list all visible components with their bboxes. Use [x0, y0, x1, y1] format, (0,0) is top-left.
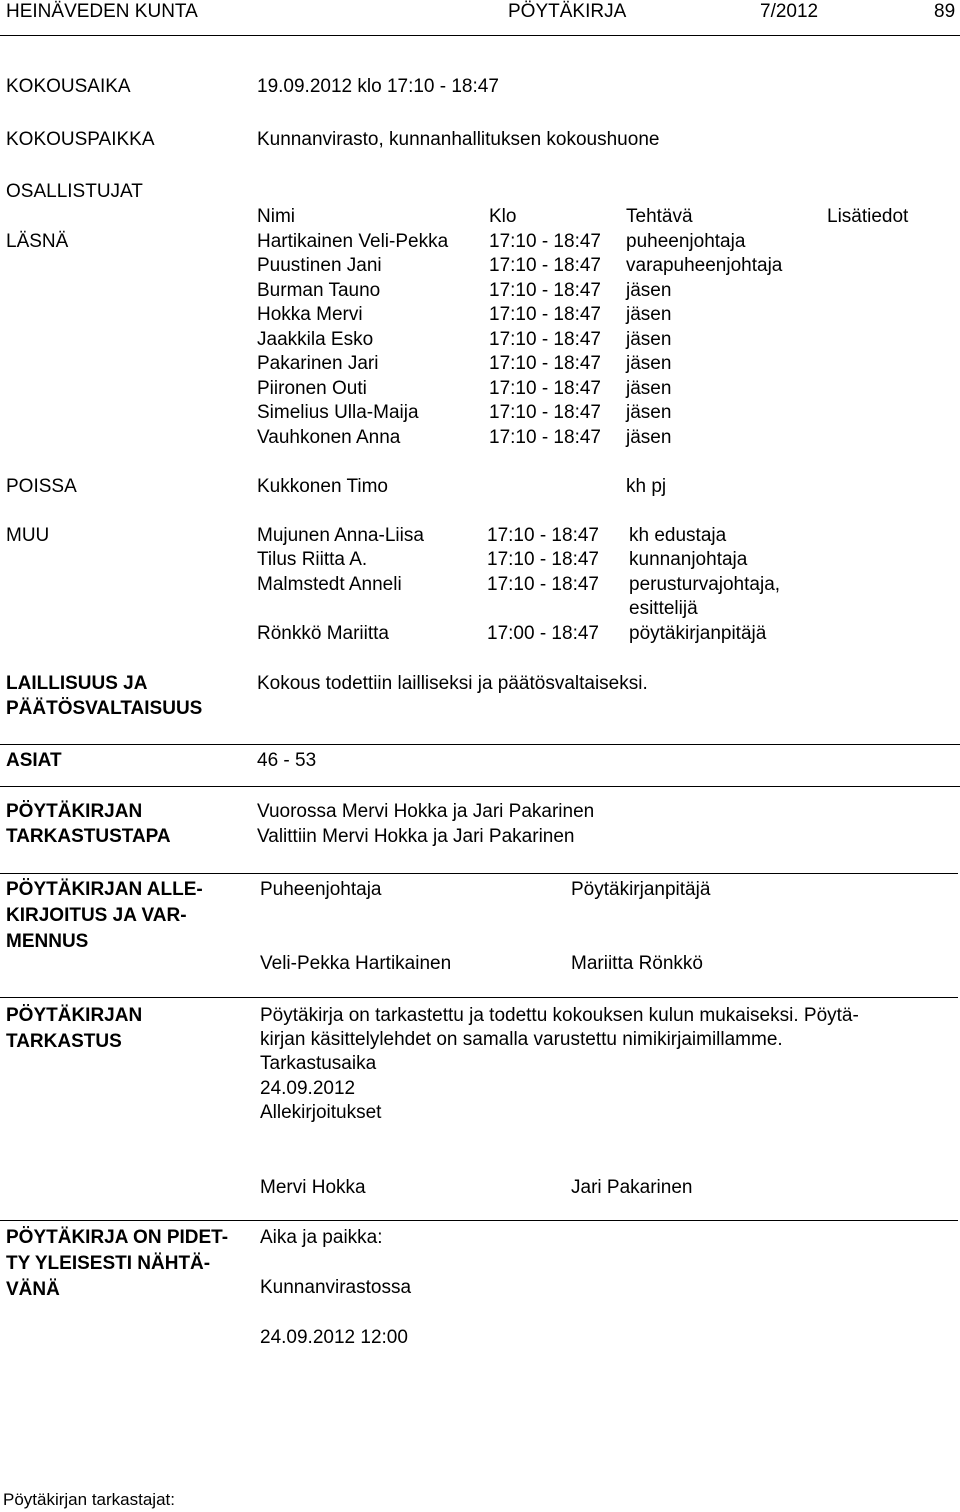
- header-page-number: 89: [934, 1, 956, 22]
- participant-time: 17:10 - 18:47: [487, 549, 599, 570]
- participant-name: Mujunen Anna-Liisa: [257, 525, 424, 546]
- public-place-label: Aika ja paikka:: [260, 1227, 383, 1248]
- participant-name: Malmstedt Anneli: [257, 574, 402, 595]
- section-divider: [0, 997, 958, 998]
- participant-role: kh edustaja: [629, 525, 727, 546]
- participant-role: jäsen: [626, 353, 672, 374]
- participant-time: 17:10 - 18:47: [489, 255, 601, 276]
- participant-role: jäsen: [626, 280, 672, 301]
- participant-name: Vauhkonen Anna: [257, 427, 401, 448]
- secretary-title: Pöytäkirjanpitäjä: [571, 879, 711, 900]
- participant-time: 17:10 - 18:47: [489, 402, 601, 423]
- review-label-line1: PÖYTÄKIRJAN: [6, 1005, 143, 1026]
- participant-name: Tilus Riitta A.: [257, 549, 368, 570]
- other-label: MUU: [6, 525, 50, 546]
- section-divider: [0, 1220, 958, 1221]
- col-header-name: Nimi: [257, 206, 295, 227]
- participant-role: perusturvajohtaja,: [629, 574, 781, 595]
- col-header-info: Lisätiedot: [827, 206, 909, 227]
- participant-name: Hartikainen Veli-Pekka: [257, 231, 449, 252]
- participant-name: Rönkkö Mariitta: [257, 623, 389, 644]
- participant-role: jäsen: [626, 304, 672, 325]
- section-divider: [0, 786, 960, 787]
- col-header-role: Tehtävä: [626, 206, 693, 227]
- footer-reviewers-label: Pöytäkirjan tarkastajat:: [3, 1490, 175, 1509]
- participant-role: varapuheenjohtaja: [626, 255, 783, 276]
- participant-time: 17:10 - 18:47: [489, 280, 601, 301]
- meeting-time-value: 19.09.2012 klo 17:10 - 18:47: [257, 76, 499, 97]
- participant-name: Hokka Mervi: [257, 304, 363, 325]
- participant-time: 17:00 - 18:47: [487, 623, 599, 644]
- legality-text: Kokous todettiin lailliseksi ja päätösvaltaiseksi.: [257, 673, 648, 694]
- legality-label-line1: LAILLISUUS JA: [6, 673, 148, 694]
- header-divider: [0, 35, 960, 36]
- meeting-time-label: KOKOUSAIKA: [6, 76, 131, 97]
- participant-name: Jaakkila Esko: [257, 329, 374, 350]
- review-method-line2: Valittiin Mervi Hokka ja Jari Pakarinen: [257, 826, 575, 847]
- public-label-line2: TY YLEISESTI NÄHTÄ-: [6, 1253, 211, 1274]
- participant-time: 17:10 - 18:47: [489, 427, 601, 448]
- participant-name: Piironen Outi: [257, 378, 367, 399]
- review-date: 24.09.2012: [260, 1078, 356, 1099]
- participant-time: 17:10 - 18:47: [487, 574, 599, 595]
- participant-role: jäsen: [626, 402, 672, 423]
- header-municipality: HEINÄVEDEN KUNTA: [6, 1, 198, 22]
- participant-name: Simelius Ulla-Maija: [257, 402, 419, 423]
- review-label-line2: TARKASTUS: [6, 1031, 122, 1052]
- items-label: ASIAT: [6, 750, 62, 771]
- participant-role: pöytäkirjanpitäjä: [629, 623, 767, 644]
- col-header-time: Klo: [489, 206, 517, 227]
- public-place: Kunnanvirastossa: [260, 1277, 412, 1298]
- meeting-place-label: KOKOUSPAIKKA: [6, 129, 155, 150]
- participant-time: 17:10 - 18:47: [489, 304, 601, 325]
- section-divider: [0, 744, 960, 745]
- public-datetime: 24.09.2012 12:00: [260, 1327, 408, 1348]
- header-issue: 7/2012: [760, 1, 819, 22]
- review-signatures-label: Allekirjoitukset: [260, 1102, 382, 1123]
- legality-label-line2: PÄÄTÖSVALTAISUUS: [6, 698, 203, 719]
- review-method-line1: Vuorossa Mervi Hokka ja Jari Pakarinen: [257, 801, 595, 822]
- participant-time: 17:10 - 18:47: [489, 231, 601, 252]
- review-time-label: Tarkastusaika: [260, 1053, 377, 1074]
- absent-label: POISSA: [6, 476, 77, 497]
- participant-role: jäsen: [626, 329, 672, 350]
- review-text-line1: Pöytäkirja on tarkastettu ja todettu kokouksen kulun mukaiseksi. Pöytä-: [260, 1005, 859, 1026]
- signing-label-line3: MENNUS: [6, 931, 89, 952]
- participant-name: Puustinen Jani: [257, 255, 382, 276]
- header-doc-type: PÖYTÄKIRJA: [508, 1, 627, 22]
- reviewer-1-name: Mervi Hokka: [260, 1177, 366, 1198]
- participant-time: 17:10 - 18:47: [487, 525, 599, 546]
- chair-name: Veli-Pekka Hartikainen: [260, 953, 452, 974]
- participant-name: Pakarinen Jari: [257, 353, 379, 374]
- participant-role-continued: esittelijä: [629, 598, 698, 619]
- participant-role: kunnanjohtaja: [629, 549, 748, 570]
- absent-name: Kukkonen Timo: [257, 476, 388, 497]
- chair-title: Puheenjohtaja: [260, 879, 382, 900]
- items-value: 46 - 53: [257, 750, 317, 771]
- participant-role: jäsen: [626, 378, 672, 399]
- review-text-line2: kirjan käsittelylehdet on samalla varustettu nimikirjaimillamme.: [260, 1029, 783, 1050]
- review-method-label-line2: TARKASTUSTAPA: [6, 826, 171, 847]
- secretary-name: Mariitta Rönkkö: [571, 953, 703, 974]
- participant-role: puheenjohtaja: [626, 231, 746, 252]
- meeting-place-value: Kunnanvirasto, kunnanhallituksen kokoushuone: [257, 129, 660, 150]
- participant-time: 17:10 - 18:47: [489, 353, 601, 374]
- absent-role: kh pj: [626, 476, 667, 497]
- public-label-line1: PÖYTÄKIRJA ON PIDET-: [6, 1227, 229, 1248]
- participant-time: 17:10 - 18:47: [489, 329, 601, 350]
- participants-label: OSALLISTUJAT: [6, 181, 143, 202]
- participant-time: 17:10 - 18:47: [489, 378, 601, 399]
- signing-label-line1: PÖYTÄKIRJAN ALLE-: [6, 879, 203, 900]
- participant-role: jäsen: [626, 427, 672, 448]
- public-label-line3: VÄNÄ: [6, 1279, 60, 1300]
- reviewer-2-name: Jari Pakarinen: [571, 1177, 693, 1198]
- present-label: LÄSNÄ: [6, 231, 69, 252]
- signing-label-line2: KIRJOITUS JA VAR-: [6, 905, 187, 926]
- section-divider: [0, 873, 958, 874]
- participant-name: Burman Tauno: [257, 280, 381, 301]
- review-method-label-line1: PÖYTÄKIRJAN: [6, 801, 143, 822]
